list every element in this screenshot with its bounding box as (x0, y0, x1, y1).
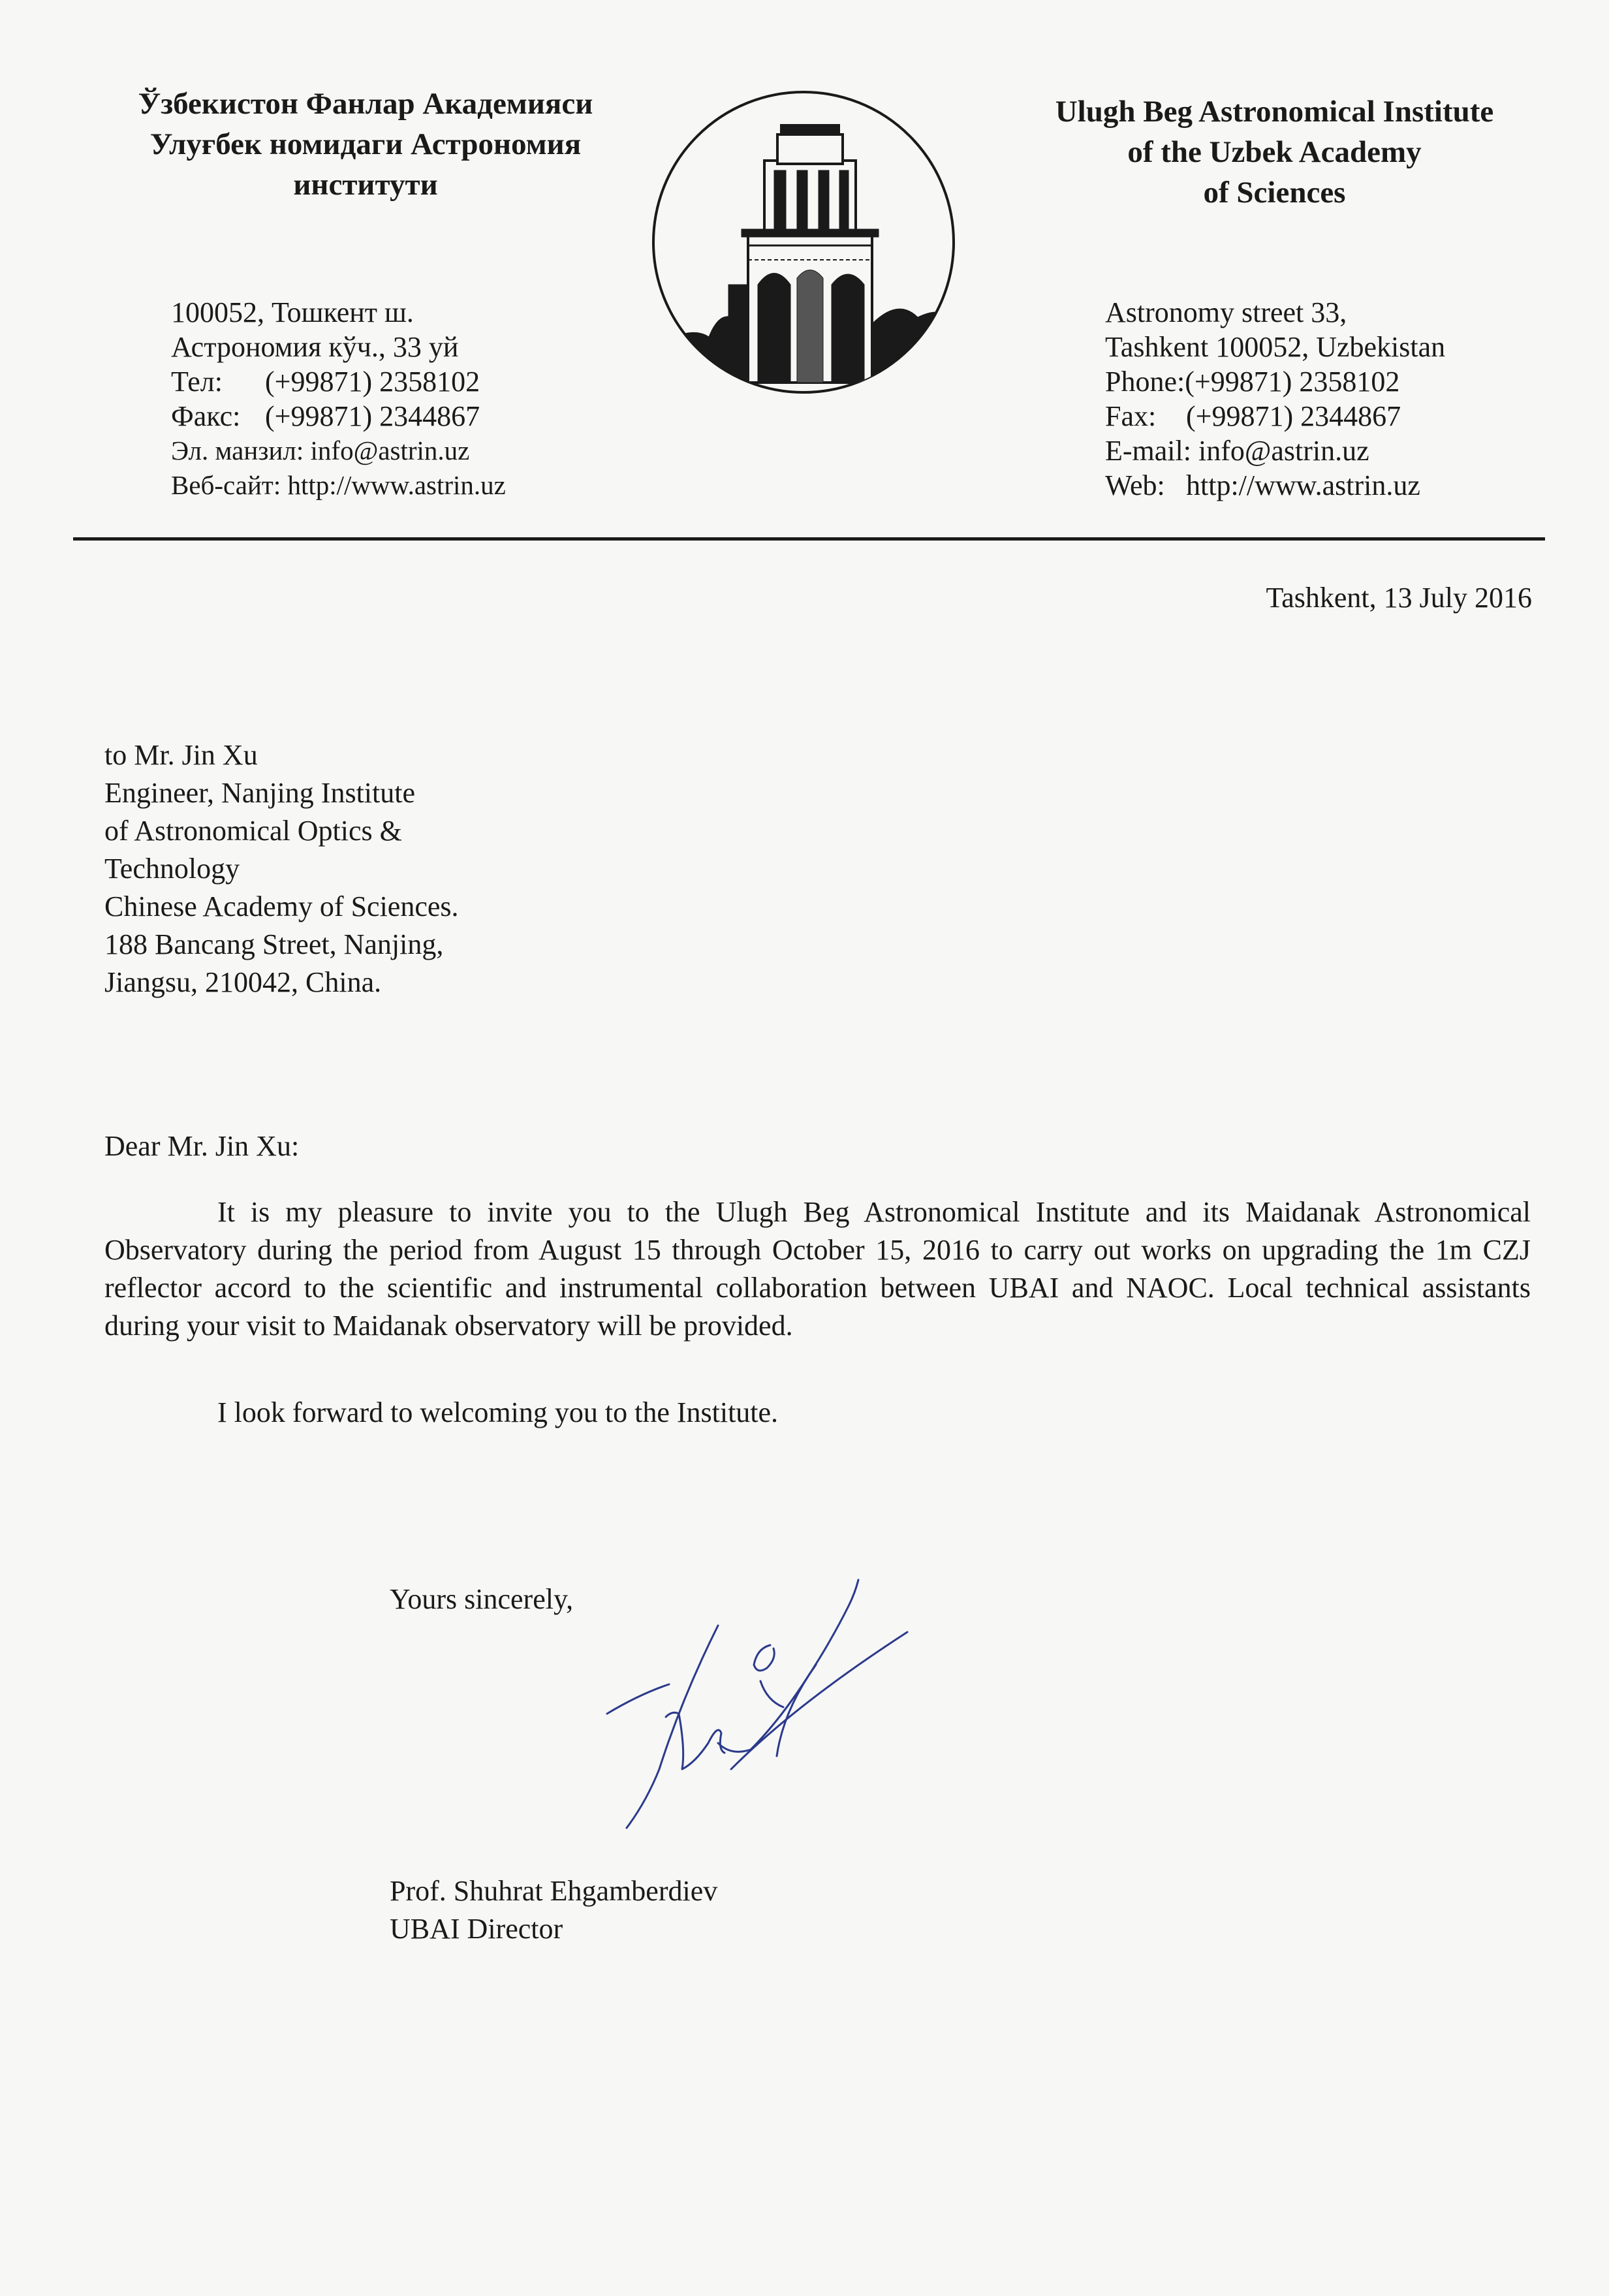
phone-label: Тел: (171, 366, 223, 398)
website-line (1105, 468, 1445, 503)
fax-line (1105, 399, 1445, 433)
recipient-line: Technology (104, 853, 240, 885)
recipient-line: to Mr. Jin Xu (104, 739, 258, 771)
fax-number: (+99871) 2344867 (265, 400, 480, 432)
website-label: Web: (1105, 469, 1165, 501)
institute-name-english-line: of Sciences (1203, 176, 1346, 210)
address-line: Astronomy street 33, (1105, 296, 1347, 328)
recipient-line: Engineer, Nanjing Institute (104, 777, 416, 809)
phone-line (171, 364, 506, 399)
institute-name-english (960, 91, 1589, 213)
address-block-uzbek (171, 295, 506, 503)
institute-name-uzbek (0, 84, 731, 205)
body-paragraph: It is my pleasure to invite you to the Ulugh Beg Astronomical Institute and its Maidanak Astronomical Observatory during the period from August 15 through October 15, 2016 to carry out works on upgrading the 1m CZJ reflector accord to the scientific and instrumental collaboration between UBAI and NAOC. Local technical assistants during your visit to Maidanak observatory will be provided. (104, 1196, 1531, 1342)
fax-line (171, 399, 506, 433)
phone-label: Phone: (1105, 366, 1185, 398)
email-label: E-mail: (1105, 435, 1191, 467)
address-line: Tashkent 100052, Uzbekistan (1105, 331, 1446, 363)
email-address: info@astrin.uz (1198, 435, 1369, 467)
recipient-line: Jiangsu, 210042, China. (104, 966, 382, 998)
website-url: http://www.astrin.uz (1186, 469, 1420, 501)
handwritten-signature (568, 1554, 933, 1841)
address-line: 100052, Тошкент ш. (171, 296, 414, 328)
recipient-block (104, 736, 459, 1001)
phone-number: (+99871) 2358102 (1185, 366, 1400, 398)
signer-name: Prof. Shuhrat Ehgamberdiev (390, 1875, 718, 1907)
recipient-line: of Astronomical Optics & (104, 815, 402, 847)
closing: Yours sincerely, (390, 1583, 574, 1615)
phone-number: (+99871) 2358102 (265, 366, 480, 398)
institute-name-uzbek-line: Улуғбек номидаги Астрономия (149, 127, 582, 161)
fax-label: Факс: (171, 400, 241, 432)
institute-name-english-line: of the Uzbek Academy (1127, 135, 1422, 169)
email-line (1105, 433, 1445, 468)
phone-line (1105, 364, 1445, 399)
letter-date: Tashkent, 13 July 2016 (1266, 582, 1532, 614)
institute-name-uzbek-line: Ўзбекистон Фанлар Академияси (138, 87, 593, 121)
address-block-english (1105, 295, 1445, 503)
website-line: Веб-сайт: http://www.astrin.uz (171, 470, 506, 500)
address-line: Астрономия кўч., 33 уй (171, 331, 459, 363)
institute-name-uzbek-line: институти (293, 168, 438, 202)
institute-name-english-line: Ulugh Beg Astronomical Institute (1055, 95, 1494, 129)
body-paragraph: I look forward to welcoming you to the Institute. (217, 1396, 779, 1428)
recipient-line: 188 Bancang Street, Nanjing, (104, 928, 444, 960)
signer-block (390, 1872, 717, 1948)
salutation: Dear Mr. Jin Xu: (104, 1130, 300, 1162)
recipient-line: Chinese Academy of Sciences. (104, 890, 459, 922)
signer-title: UBAI Director (390, 1913, 563, 1945)
fax-number: (+99871) 2344867 (1186, 400, 1401, 432)
observatory-tower-emblem-icon (650, 89, 957, 396)
fax-label: Fax: (1105, 400, 1157, 432)
header-divider (73, 537, 1545, 541)
email-line: Эл. манзил: info@astrin.uz (171, 435, 470, 465)
